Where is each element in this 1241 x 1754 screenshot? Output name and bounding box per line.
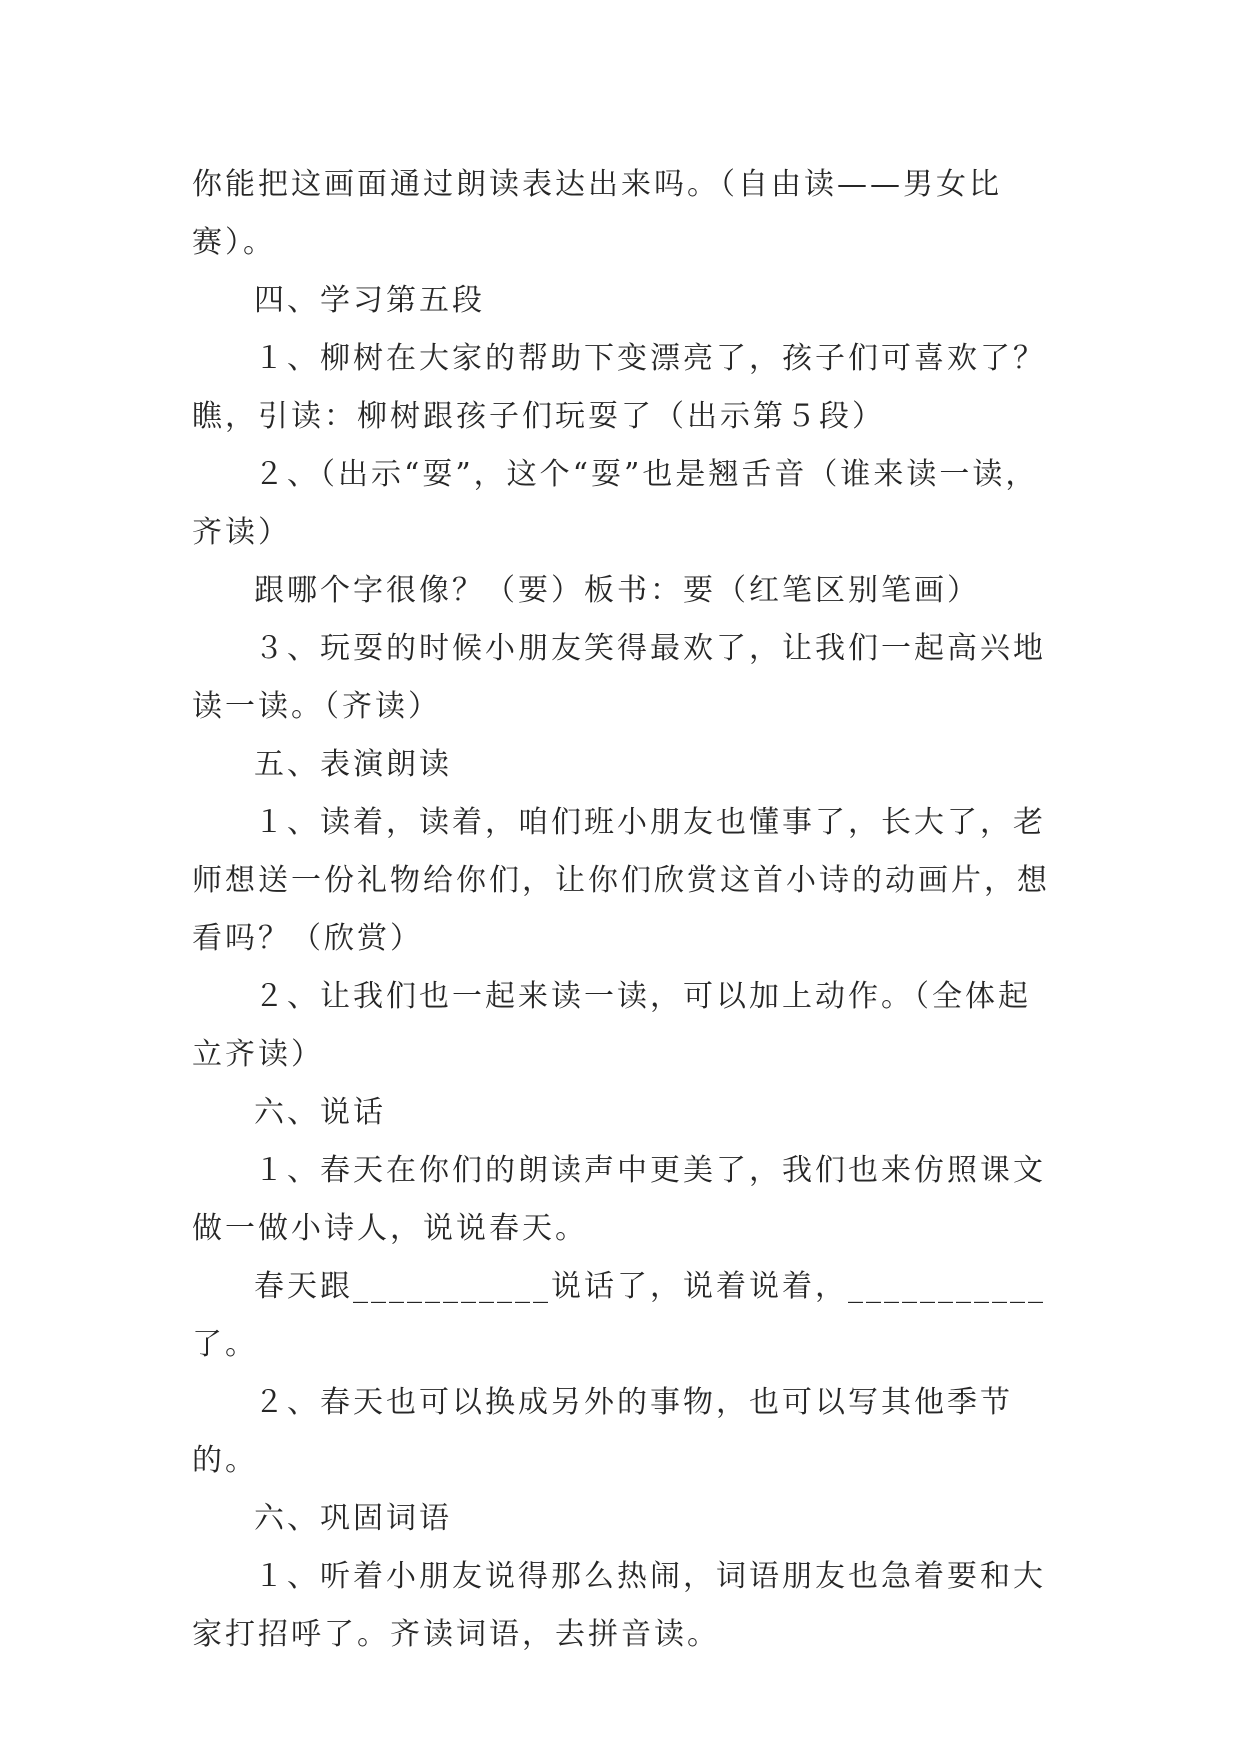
fill-in-sentence: 春天跟___________说话了，说着说着，___________了。	[192, 1269, 1046, 1362]
paragraph-4-2b: 跟哪个字很像？（要）板书：要（红笔区别笔画）	[254, 573, 980, 608]
paragraph-5-1: １、读着，读着，咱们班小朋友也懂事了，长大了，老师想送一份礼物给你们，让你们欣赏这首小诗的动画片，想看吗？（欣赏）	[192, 805, 1050, 956]
section-heading-5: 五、表演朗读	[254, 747, 452, 782]
section-heading-6a: 六、说话	[254, 1095, 386, 1130]
section-heading-4: 四、学习第五段	[254, 283, 485, 318]
paragraph-4-3: ３、玩耍的时候小朋友笑得最欢了，让我们一起高兴地读一读。（齐读）	[192, 631, 1046, 724]
paragraph-5-2: ２、让我们也一起来读一读，可以加上动作。（全体起立齐读）	[192, 979, 1031, 1072]
document-page	[192, 156, 1052, 1664]
paragraph-6a-2: ２、春天也可以换成另外的事物，也可以写其他季节的。	[192, 1385, 1013, 1478]
paragraph-4-1: １、柳树在大家的帮助下变漂亮了，孩子们可喜欢了？瞧，引读：柳树跟孩子们玩耍了（出示第５段）	[192, 341, 1046, 434]
paragraph-continued: 你能把这画面通过朗读表达出来吗。（自由读——男女比赛）。	[192, 167, 1002, 260]
paragraph-4-2: ２、（出示“耍”，这个“耍”也是翘舌音（谁来读一读，齐读）	[192, 457, 1039, 550]
section-heading-6b: 六、巩固词语	[254, 1501, 452, 1536]
paragraph-6b-1: １、听着小朋友说得那么热闹，词语朋友也急着要和大家打招呼了。齐读词语，去拼音读。	[192, 1559, 1046, 1652]
paragraph-6a-1: １、春天在你们的朗读声中更美了，我们也来仿照课文做一做小诗人，说说春天。	[192, 1153, 1046, 1246]
